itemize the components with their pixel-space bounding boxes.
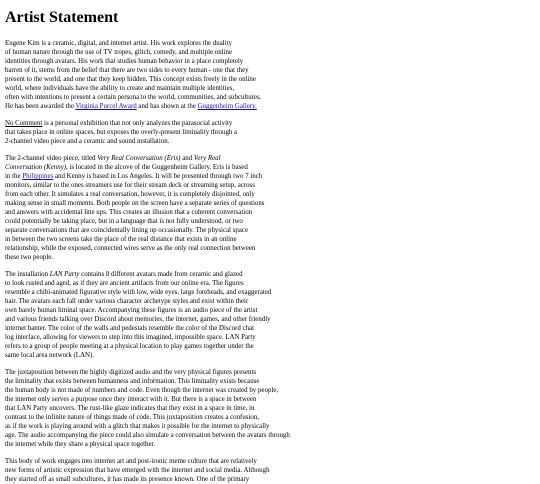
text-line: they started off as small subcultures, it has made its presence known. One of the primary xyxy=(5,476,250,483)
text-line: This body of work engages into internet art and post-ironic meme culture that are relatively xyxy=(5,458,257,465)
text-line: making sense in small moments. Both people on the screen have a separate series of questions xyxy=(5,200,265,207)
work-title: LAN Party xyxy=(49,271,80,278)
page-title: Artist Statement xyxy=(5,9,119,26)
text-fragment: and Kenny is based in Los Angeles. It will be presented through two 7 inch xyxy=(53,173,263,180)
paragraph-internet-art xyxy=(5,457,535,484)
text-line: separate conversations that are coincidentally lining up occasionally. The physical space xyxy=(5,227,248,234)
text-fragment: and xyxy=(180,155,194,162)
text-line xyxy=(5,172,535,181)
text-fragment: , is located in the alcove of the Guggenheim Gallery. Eris is based xyxy=(66,164,248,171)
paragraph-video-piece xyxy=(5,154,535,262)
text-fragment: contains 8 different avatars made from ceramic and glazed xyxy=(79,271,243,278)
text-line: age. The audio accompanying the piece could also simulate a conversation between the avatars through xyxy=(5,432,290,439)
text-line: contrast to the infinite nature of things made of code. This juxtaposition creates a confusion, xyxy=(5,414,259,421)
text-line: the internet while they share a physical space together. xyxy=(5,441,156,448)
text-line xyxy=(5,270,535,279)
text-line: own barely human liminal space. Accompanying these figures is an audio piece of the artist xyxy=(5,307,258,314)
text-line: from each other. It simulates a real conversation, however, it is completely disjointed, only xyxy=(5,191,255,198)
text-line: often with intentions to present a certain persona to the world, communities, and subcultures. xyxy=(5,94,262,101)
text-line xyxy=(5,102,535,111)
text-fragment: is a personal exhibition that not only analyzes the parasocial activity xyxy=(42,120,233,127)
paragraph-lan-party xyxy=(5,270,535,360)
text-line: these two people. xyxy=(5,254,54,261)
work-title: Conversation (Kenny) xyxy=(5,164,67,171)
text-line: world, where individuals have the ability to create and maintain multiple identities, xyxy=(5,85,235,92)
paragraph-bio xyxy=(5,39,535,111)
paragraph-no-comment xyxy=(5,119,535,146)
text-line: barren of it, stems from the belief that there are two sides to every human - one that they xyxy=(5,67,249,74)
link-virginia-purcel-award[interactable]: Virginia Purcel Award xyxy=(75,103,137,110)
text-line: 2-channel video piece and a ceramic and sound installation. xyxy=(5,138,170,145)
text-fragment: and has shown at the xyxy=(136,103,198,110)
text-line: the liminality that exists between humanness and information. This liminality exists because xyxy=(5,378,260,385)
text-line: resemble a chibi-animated figurative style with low, wide eyes, large foreheads, and exaggerated xyxy=(5,289,272,296)
text-line: present to the world, and one that they keep hidden. This concept exists freely in the online xyxy=(5,76,256,83)
text-line: monitors, similar to the ones streamers use for their stream deck or streaming setup, across xyxy=(5,182,255,189)
text-line: that LAN Party uncovers. The rust-like glaze indicates that they exist in a space in time, in xyxy=(5,405,255,412)
text-line: of human nature through the use of TV tropes, glitch, comedy, and multiple online xyxy=(5,49,233,56)
text-line: the internet only serves a purpose once they interact with it. But there is a space in between xyxy=(5,396,257,403)
paragraph-juxtaposition xyxy=(5,368,535,449)
work-title: Very Real xyxy=(193,155,221,162)
text-line: in between the two screens take the place of the real distance that exists in an online xyxy=(5,236,237,243)
text-fragment: The installation xyxy=(5,271,50,278)
text-line: hair. The avatars each fall under various character archetype styles and exist within their xyxy=(5,298,249,305)
text-line: and answers with accidental line ups. This creates an illusion that a coherent conversation xyxy=(5,209,253,216)
text-fragment: He has been awarded the xyxy=(5,103,76,110)
text-line: that takes place in online spaces, but exposes the overly-present liminality through a xyxy=(5,129,238,136)
link-no-comment[interactable]: No Comment xyxy=(5,120,43,127)
text-line xyxy=(5,119,535,128)
text-line: to look rusted and aged, as if they are ancient artifacts from our online era. The figures xyxy=(5,280,244,287)
text-line: relationship, while the exposed, connected wires serve as the only real connection between xyxy=(5,245,256,252)
text-line: Eugene Kim is a ceramic, digital, and internet artist. His work explores the duality xyxy=(5,40,232,47)
text-line: The juxtaposition between the highly digitized audio and the very physical figures presents xyxy=(5,369,257,376)
text-line: internet banter. The color of the walls and pedestals resemble the color of the Discord chat xyxy=(5,325,254,332)
text-line: refers to a group of people meeting at a physical location to play games together under the xyxy=(5,343,254,350)
text-line: could potentially be taking place, but in a language that is not fully understood, or two xyxy=(5,218,243,225)
text-line: as if the work is playing around with a glitch that makes it possible for the internet to physically xyxy=(5,423,270,430)
text-line: the human body is not made of numbers and code. Even though the internet was created by people, xyxy=(5,387,279,394)
work-title: Very Real Conversation (Eris) xyxy=(97,155,181,162)
text-line xyxy=(5,163,535,172)
text-line: same local area network (LAN). xyxy=(5,352,94,359)
text-line: identities through avatars. His work that studies human behavior in a place completely xyxy=(5,58,244,65)
link-guggenheim-gallery[interactable]: Guggenheim Gallery. xyxy=(197,103,257,110)
text-fragment: in the xyxy=(5,173,23,180)
text-fragment: The 2-channel video piece, titled xyxy=(5,155,98,162)
text-line: new forms of artistic expression that have emerged with the internet and social media. Although xyxy=(5,467,270,474)
text-line: and various friends talking over Discord about memories, the internet, games, and other friendly xyxy=(5,316,271,323)
text-line: log interface, allowing for viewers to step into this imagined, impossible space. LAN Party xyxy=(5,334,256,341)
link-philippines[interactable]: Philippines xyxy=(22,173,54,180)
text-line xyxy=(5,154,535,163)
